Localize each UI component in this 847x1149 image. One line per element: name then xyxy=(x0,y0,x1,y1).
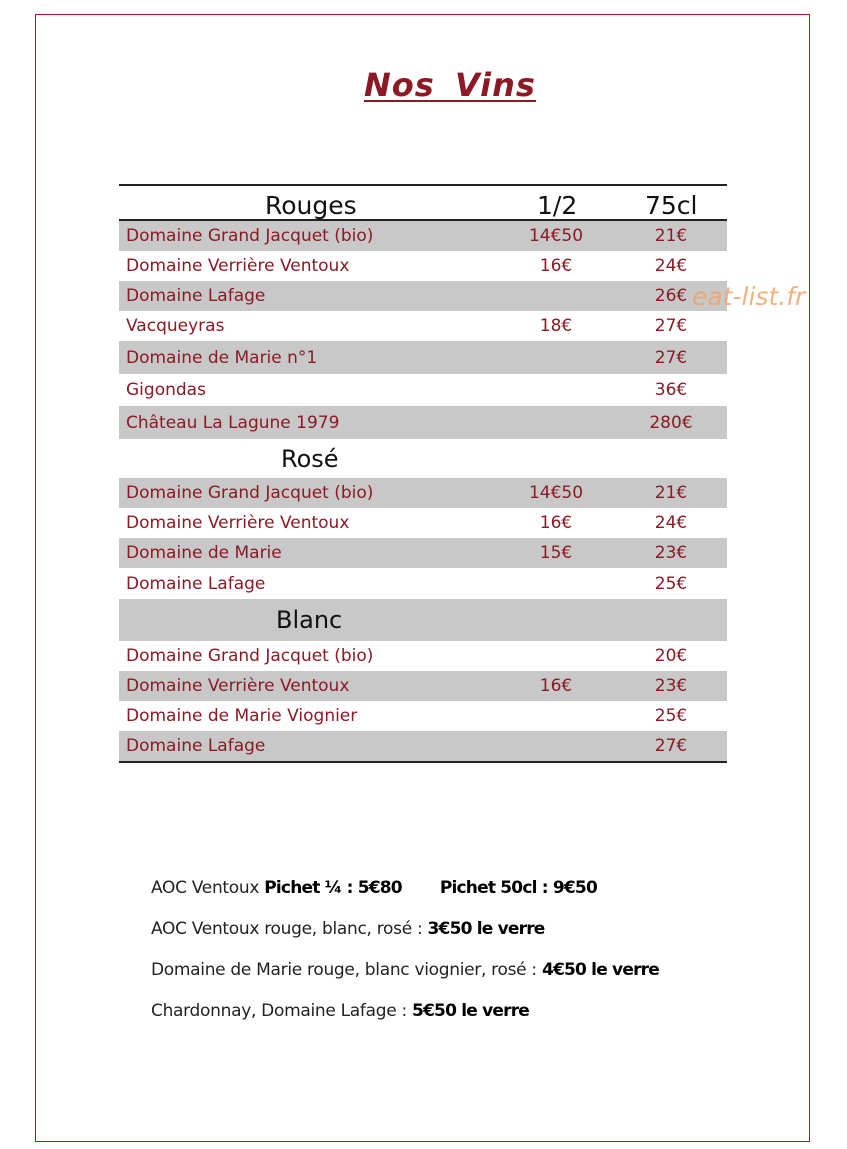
page-title: Nos Vins xyxy=(364,66,536,104)
note-text: AOC Ventoux rouge, blanc, rosé : xyxy=(151,919,428,939)
blanc-list xyxy=(119,641,727,761)
wine-name: Domaine Grand Jacquet (bio) xyxy=(126,483,374,503)
rouges-list xyxy=(119,221,727,439)
notes-block xyxy=(151,878,659,1042)
wine-name: Domaine de Marie n°1 xyxy=(126,347,318,368)
wine-name: Domaine de Marie Viognier xyxy=(126,706,358,726)
wine-name: Domaine Lafage xyxy=(126,286,266,306)
wine-row: Domaine Grand Jacquet (bio) 14€50 21€ xyxy=(119,221,727,251)
note-line-chardonnay-verre xyxy=(151,1001,659,1042)
note-line-aoc-verre xyxy=(151,919,659,960)
wine-row: Gigondas 36€ xyxy=(126,380,688,400)
wine-row: Domaine de Marie Viognier 25€ xyxy=(126,706,688,726)
note-price: 3€50 le verre xyxy=(427,919,545,939)
wine-name: Vacqueyras xyxy=(126,316,225,336)
note-price: 5€50 le verre xyxy=(412,1001,530,1021)
note-line-marie-verre xyxy=(151,960,659,1001)
wine-row: Domaine Verrière Ventoux 16€ 23€ xyxy=(119,671,727,701)
wine-list-table xyxy=(119,184,727,763)
wine-row: Domaine de Marie 15€ 23€ xyxy=(119,538,727,568)
watermark: eat-list.fr xyxy=(692,282,806,311)
wine-row: Domaine Lafage 26€ xyxy=(119,281,727,311)
wine-name: Domaine Verrière Ventoux xyxy=(126,676,350,696)
wine-row: Domaine Verrière Ventoux 16€ 24€ xyxy=(126,513,688,533)
note-text: Chardonnay, Domaine Lafage : xyxy=(151,1001,412,1021)
wine-name: Domaine de Marie xyxy=(126,543,282,563)
section-blanc xyxy=(119,599,727,641)
note-price: 4€50 le verre xyxy=(541,960,659,980)
wine-row: Vacqueyras 18€ 27€ xyxy=(126,316,688,336)
wine-name: Domaine Verrière Ventoux xyxy=(126,256,350,276)
wine-row: Domaine Grand Jacquet (bio) 20€ xyxy=(126,646,688,666)
note-text: Domaine de Marie rouge, blanc viognier, rosé : xyxy=(151,960,542,980)
section-title-rouges: Rouges xyxy=(265,191,357,220)
section-title-blanc: Blanc xyxy=(276,606,343,634)
column-header-half: 1/2 xyxy=(537,191,578,220)
wine-name: Gigondas xyxy=(126,380,206,400)
table-bottom-rule xyxy=(119,761,727,763)
note-text: AOC Ventoux xyxy=(151,878,265,898)
note-price: Pichet ¼ : 5€80 xyxy=(264,878,402,898)
column-header-75cl: 75cl xyxy=(645,191,698,220)
wine-row: Château La Lagune 1979 280€ xyxy=(119,406,727,439)
wine-name: Château La Lagune 1979 xyxy=(126,412,340,433)
wine-row: Domaine Verrière Ventoux 16€ 24€ xyxy=(126,256,688,276)
wine-row: Domaine Lafage 25€ xyxy=(126,573,688,594)
wine-row: Domaine Grand Jacquet (bio) 14€50 21€ xyxy=(119,478,727,508)
wine-name: Domaine Lafage xyxy=(126,736,266,756)
rose-list xyxy=(119,478,727,599)
table-header xyxy=(119,184,727,221)
wine-row: Domaine de Marie n°1 27€ xyxy=(119,341,727,374)
wine-row: Domaine Lafage 27€ xyxy=(119,731,727,761)
wine-name: Domaine Verrière Ventoux xyxy=(126,513,350,533)
wine-name: Domaine Grand Jacquet (bio) xyxy=(126,226,374,246)
section-rose xyxy=(119,439,727,478)
wine-name: Domaine Lafage xyxy=(126,573,266,594)
wine-name: Domaine Grand Jacquet (bio) xyxy=(126,646,374,666)
section-title-rose: Rosé xyxy=(281,444,339,473)
note-price: Pichet 50cl : 9€50 xyxy=(439,878,597,898)
note-line-pichet xyxy=(151,878,659,919)
